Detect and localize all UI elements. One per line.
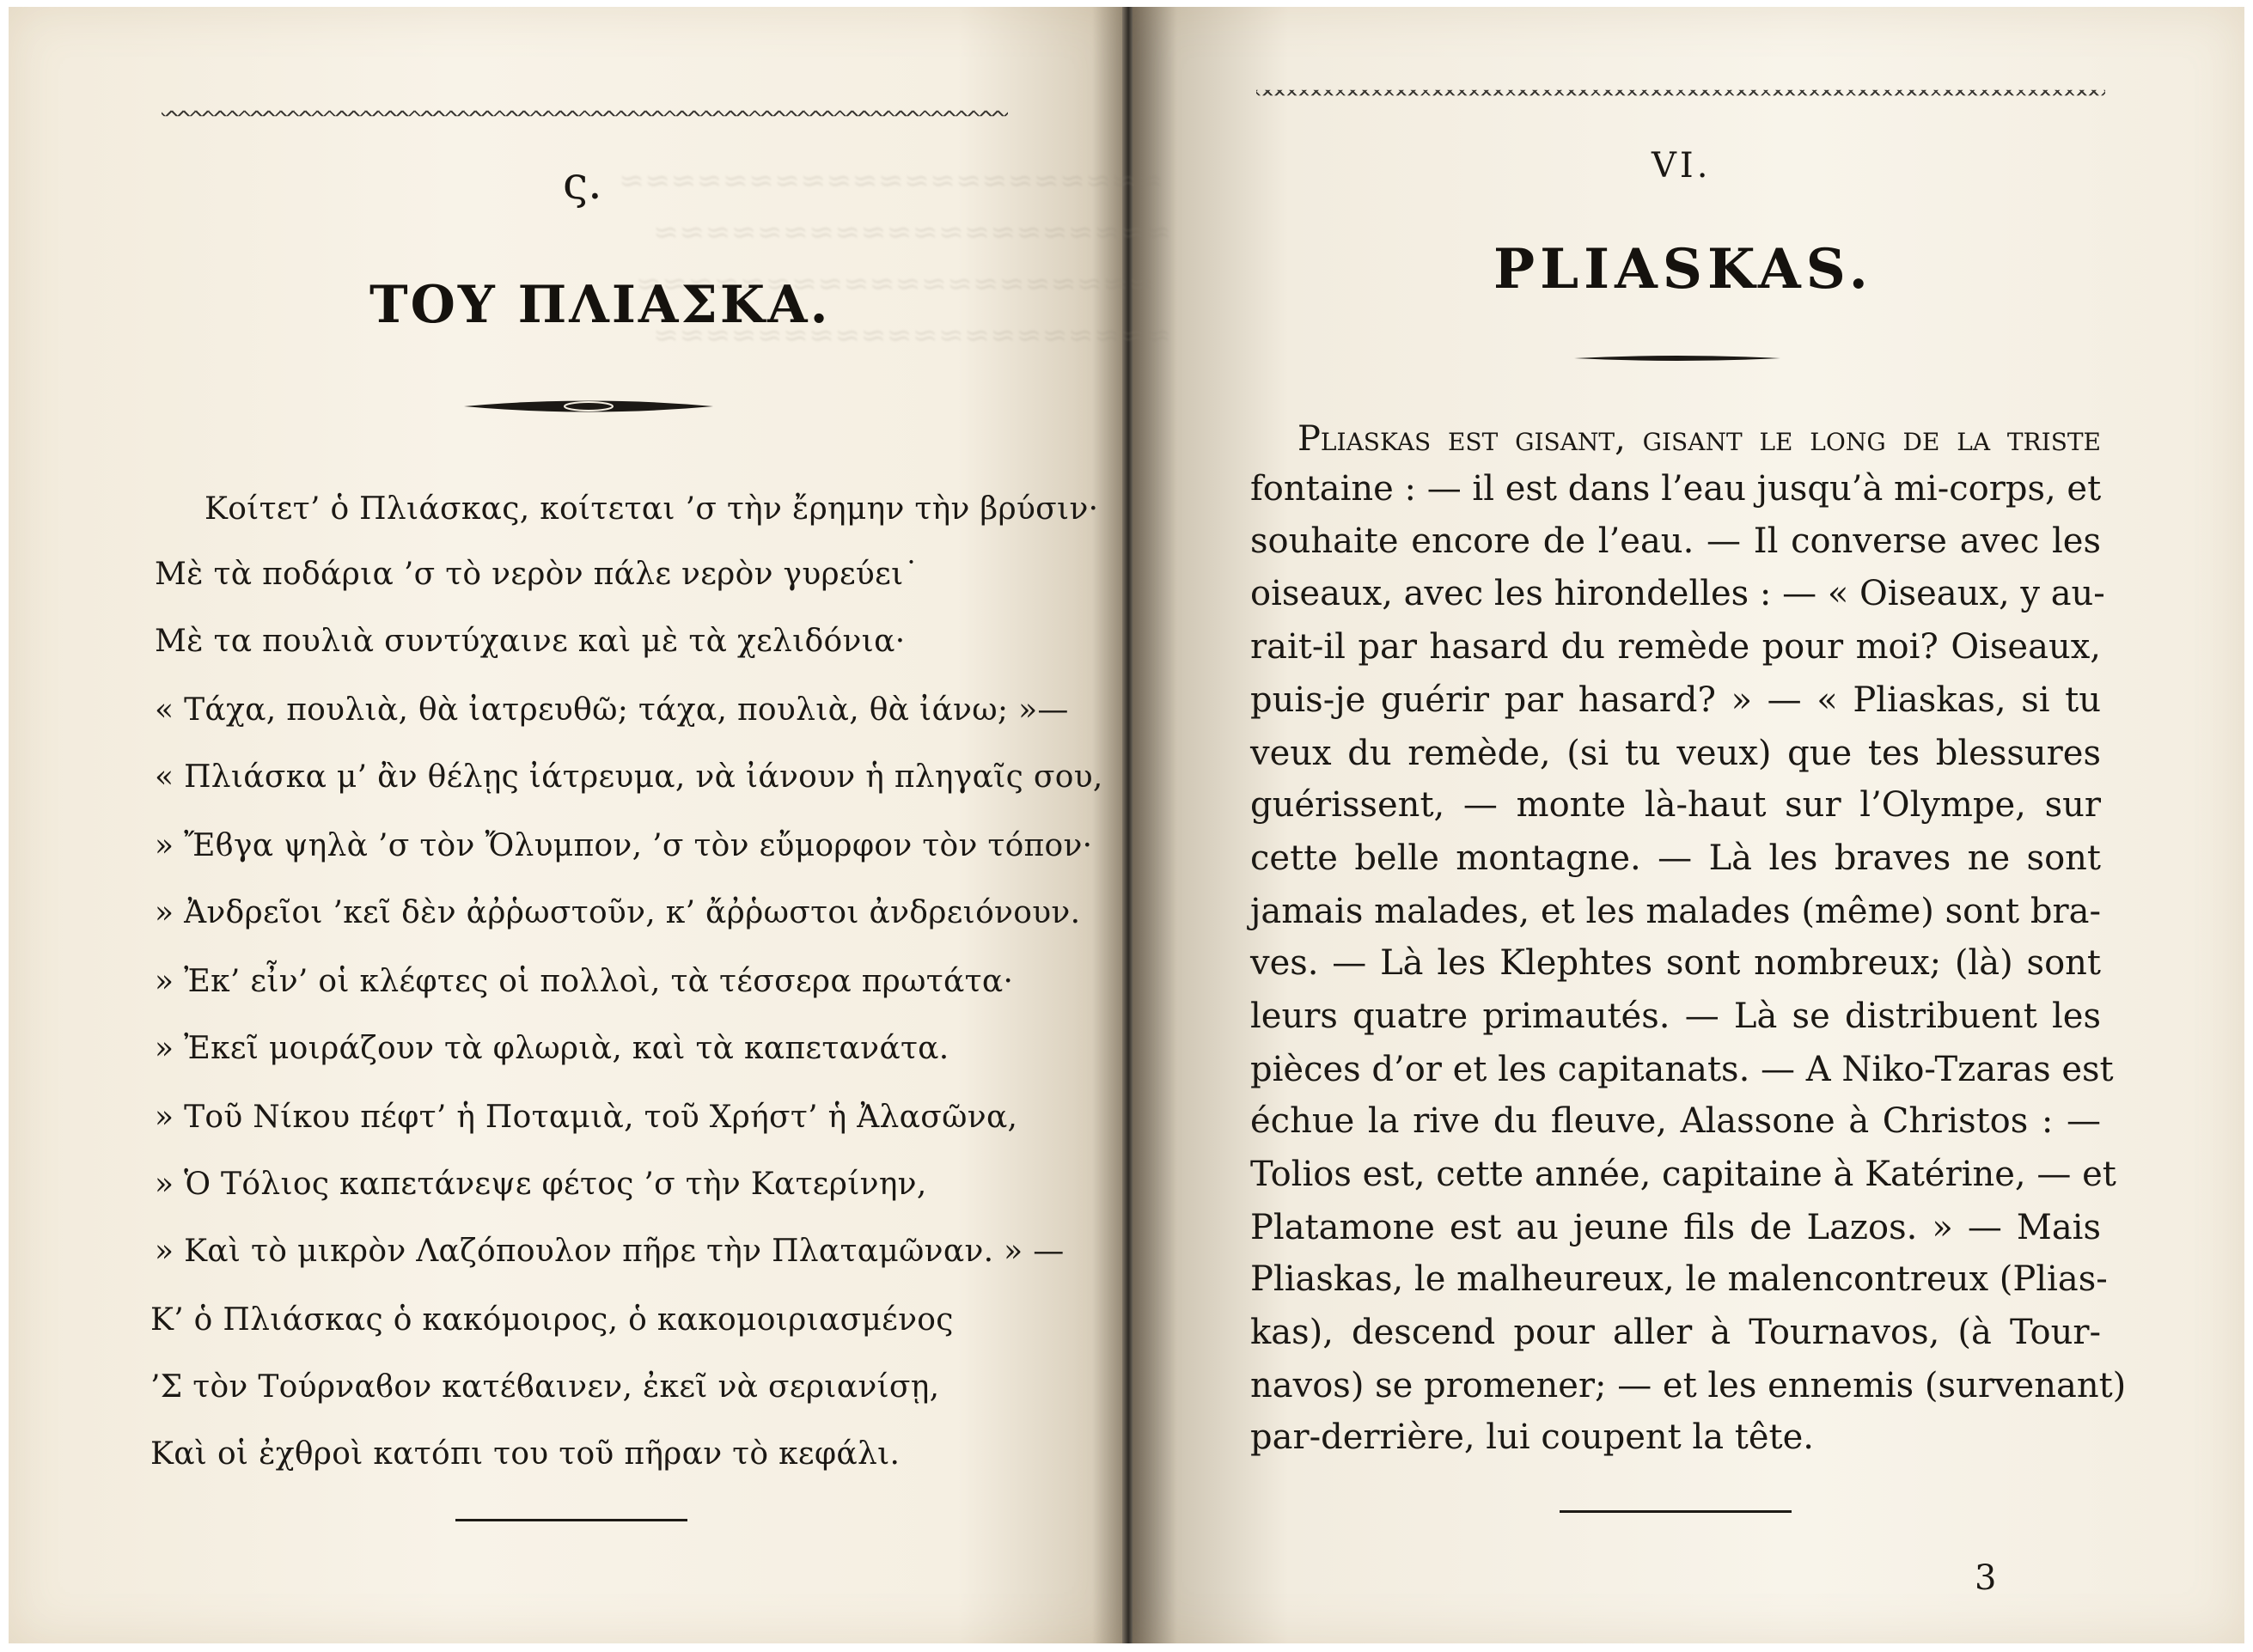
- greek-verse-8: » Ἐκ’ εἶν’ οἱ κλέφτες οἱ πολλοὶ, τὰ τέσσερα πρωτάτα·: [155, 964, 1014, 999]
- french-line-2: fontaine : — il est dans l’eau jusqu’à mi-corps, et: [1250, 469, 2102, 509]
- french-line-12: leurs quatre primautés. — Là se distribuent les: [1250, 997, 2101, 1036]
- greek-verse-3: Μὲ τα πουλιὰ συντύχαινε καὶ μὲ τὰ χελιδόνια·: [155, 624, 906, 659]
- show-through-text: ≈≈≈≈≈≈≈≈≈≈≈≈≈≈≈≈≈≈≈≈≈: [619, 163, 1163, 198]
- french-line-5: rait-il par hasard du remède pour moi? Oiseaux,: [1250, 627, 2101, 667]
- french-line-10: jamais malades, et les malades (même) sont bra-: [1250, 892, 2101, 931]
- greek-verse-5: « Πλιάσκα μ’ ἂν θέλῃς ἰάτρευμα, νὰ ἰάνουν ἡ πληγαῖς σου,: [155, 759, 1103, 795]
- french-line-15: Tolios est, cette année, capitaine à Katérine, — et: [1250, 1155, 2116, 1194]
- french-line-8: guérissent, — monte là-haut sur l’Olympe, sur: [1250, 785, 2101, 825]
- french-line-17: Pliaskas, le malheureux, le malencontreux (Plias-: [1250, 1259, 2108, 1299]
- greek-verse-4: « Τάχα, πουλιὰ, θὰ ἰατρευθῶ; τάχα, πουλιὰ, θὰ ἰάνω; »—: [155, 692, 1069, 728]
- french-line-14: échue la rive du fleuve, Alassone à Christos : —: [1250, 1101, 2101, 1141]
- greek-verse-14: ’Σ τὸν Τούρναϐον κατέϐαινεν, ἐκεῖ νὰ σεριανίσῃ,: [150, 1369, 940, 1405]
- french-line-18: kas), descend pour aller à Tournavos, (à Tour-: [1250, 1313, 2101, 1352]
- french-line-3: souhaite encore de l’eau. — Il converse avec les: [1250, 521, 2101, 561]
- chapter-mark-greek: ς.: [563, 158, 602, 210]
- greek-verse-2: Μὲ τὰ ποδάρια ’σ τὸ νερὸν πάλε νερὸν γυρεύει˙: [155, 557, 919, 592]
- show-through-text: ≈≈≈≈≈≈≈≈≈≈≈≈≈≈≈≈≈≈≈≈: [636, 266, 1155, 302]
- title-ornament-left: [464, 397, 713, 416]
- greek-title: ΤΟΥ ΠΛΙΑΣΚΑ.: [369, 275, 831, 335]
- end-rule-left: [455, 1519, 687, 1521]
- page-number: 3: [1975, 1558, 1997, 1598]
- show-through-text: ≈≈≈≈≈≈≈≈≈≈≈≈≈≈≈≈≈≈≈≈: [653, 318, 1172, 353]
- french-line-7: veux du remède, (si tu veux) que tes blessures: [1250, 734, 2101, 773]
- french-line-4: oiseaux, avec les hirondelles : — « Oiseaux, y au-: [1250, 574, 2105, 613]
- greek-verse-1: Κοίτετ’ ὁ Πλιάσκας, κοίτεται ’σ τὴν ἔρημην τὴν βρύσιν·: [205, 491, 1099, 527]
- greek-verse-15: Καὶ οἱ ἐχθροὶ κατόπι του τοῦ πῆραν τὸ κεφάλι.: [150, 1436, 901, 1472]
- show-through-text: ≈≈≈≈≈≈≈≈≈≈≈≈≈≈≈≈≈≈≈≈: [653, 215, 1172, 250]
- french-line-13: pièces d’or et les capitanats. — A Niko-Tzaras est: [1250, 1050, 2114, 1089]
- french-line-19: navos) se promener; — et les ennemis (survenant): [1250, 1366, 2127, 1405]
- greek-verse-6: » Ἔϐγα ψηλὰ ’σ τὸν Ὄλυμπον, ’σ τὸν εὔμορφον τὸν τόπον·: [155, 828, 1093, 863]
- french-line-16: Platamone est au jeune fils de Lazos. » — Mais: [1250, 1208, 2101, 1247]
- french-line-9: cette belle montagne. — Là les braves ne sont: [1250, 838, 2101, 878]
- greek-verse-9: » Ἐκεῖ μοιράζουν τὰ φλωριὰ, καὶ τὰ καπετανάτα.: [155, 1031, 949, 1066]
- greek-verse-13: Κ’ ὁ Πλιάσκας ὁ κακόμοιρος, ὁ κακομοιριασμένος: [150, 1302, 954, 1338]
- french-line-1: Pliaskas est gisant, gisant le long de la triste: [1297, 419, 2101, 459]
- title-ornament-right: [1574, 352, 1780, 364]
- french-line-11: ves. — Là les Klephtes sont nombreux; (là) sont: [1250, 943, 2101, 983]
- french-line-6: puis-je guérir par hasard? » — « Pliaskas, si tu: [1250, 680, 2101, 720]
- greek-verse-11: » Ὁ Τόλιος καπετάνεψε φέτος ’σ τὴν Κατερίνην,: [155, 1167, 927, 1202]
- end-rule-right: [1560, 1510, 1792, 1513]
- greek-verse-7: » Ἀνδρεῖοι ’κεῖ δὲν ἀῤῥωστοῦν, κ’ ἄῤῥωστοι ἀνδρειόνουν.: [155, 895, 1081, 930]
- french-title: PLIASKAS.: [1493, 237, 1873, 302]
- chapter-mark-roman: VI.: [1652, 146, 1712, 186]
- greek-verse-10: » Τοῦ Νίκου πέφτ’ ἡ Ποταμιὰ, τοῦ Χρήστ’ ἡ Ἀλασῶνα,: [155, 1100, 1018, 1135]
- french-line-20: par-derrière, lui coupent la tête.: [1250, 1417, 1814, 1457]
- greek-verse-12: » Καὶ τὸ μικρὸν Λαζόπουλον πῆρε τὴν Πλαταμῶναν. » —: [155, 1234, 1065, 1269]
